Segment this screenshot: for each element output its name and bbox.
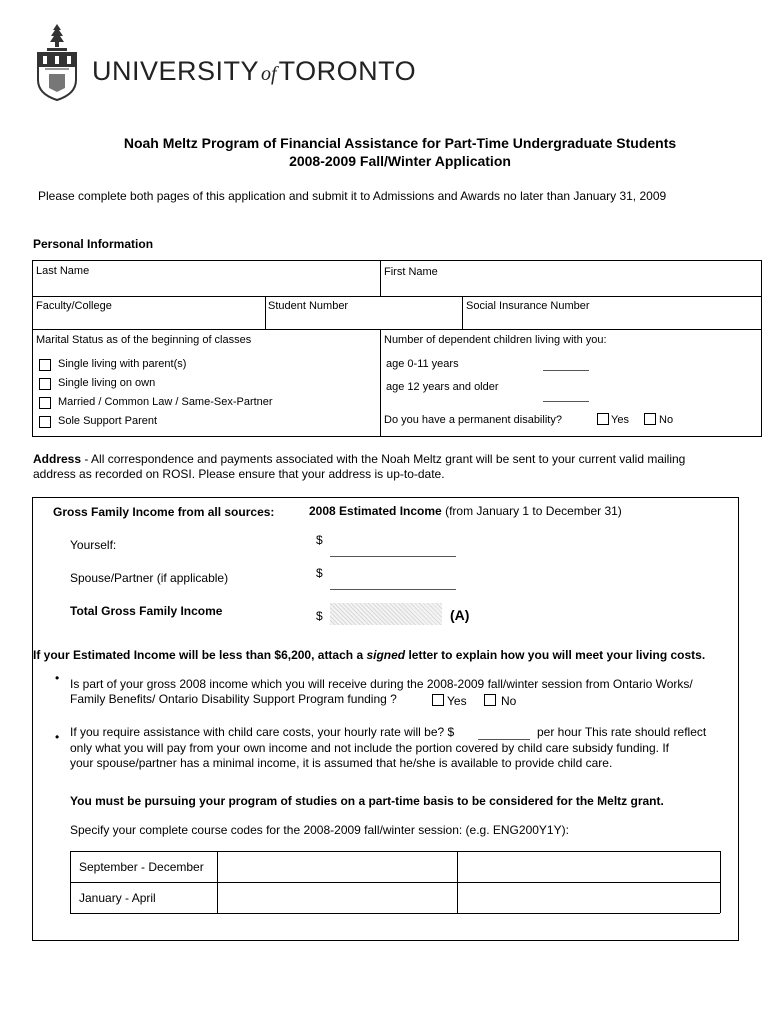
course-codes-instruction: Specify your complete course codes for the 2008-2009 fall/winter session: (e.g. ENG200Y1Y):	[70, 823, 569, 837]
logo-of: of	[261, 63, 277, 85]
ontario-works-question-1: Is part of your gross 2008 income which you will receive during the 2008-2009 fall/winter session from Ontario Works/	[70, 677, 693, 691]
income-heading: Gross Family Income from all sources:	[53, 505, 275, 519]
address-text-2: address as recorded on ROSI. Please ensure that your address is up-to-date.	[33, 467, 445, 481]
total-dollar: $	[316, 609, 323, 623]
last-name-label: Last Name	[36, 265, 90, 277]
childcare-line-1-post: per hour This rate should reflect	[537, 725, 707, 739]
low-income-warning	[33, 648, 705, 662]
fall-courses-field-2[interactable]	[462, 857, 715, 877]
winter-courses-field-2[interactable]	[462, 888, 715, 908]
spouse-dollar: $	[316, 566, 323, 580]
childcare-rate-field[interactable]	[478, 724, 530, 738]
estimate-range: (from January 1 to December 31)	[441, 504, 622, 518]
university-crest-icon	[33, 22, 81, 102]
bullet-dot-1: •	[55, 671, 60, 685]
logo-university: UNIVERSITY	[92, 56, 260, 86]
term-label-winter: January - April	[79, 891, 156, 905]
sin-label: Social Insurance Number	[466, 300, 590, 312]
yourself-label: Yourself:	[70, 538, 117, 552]
logo-toronto: TORONTO	[278, 56, 417, 86]
total-income-label: Total Gross Family Income	[70, 604, 223, 618]
disability-no-checkbox[interactable]	[644, 413, 656, 425]
sin-field[interactable]	[466, 313, 756, 327]
faculty-label: Faculty/College	[36, 300, 112, 312]
disability-yes-checkbox[interactable]	[597, 413, 609, 425]
instructions: Please complete both pages of this application and submit it to Admissions and Awards no later than January 31, 2009	[38, 189, 667, 203]
disability-label: Do you have a permanent disability?	[384, 414, 562, 426]
childcare-line-2: only what you will pay from your own income and not include the portion covered by child care subsidy funding. If	[70, 741, 669, 755]
part-time-requirement: You must be pursuing your program of studies on a part-time basis to be considered for the Meltz grant.	[70, 794, 664, 808]
marital-status-label: Marital Status as of the beginning of classes	[36, 334, 252, 346]
ontario-works-no-label: No	[501, 694, 517, 708]
total-marker-a: (A)	[450, 607, 470, 623]
warning-signed: signed	[366, 648, 406, 662]
estimate-label: 2008 Estimated Income	[309, 504, 442, 518]
yourself-dollar: $	[316, 533, 323, 547]
checkbox-single-on-own[interactable]	[39, 378, 51, 390]
age-12-field[interactable]	[543, 386, 589, 400]
winter-courses-field-1[interactable]	[222, 888, 452, 908]
address-label: Address	[33, 452, 82, 466]
childcare-line-3: your spouse/partner has a minimal income, it is assumed that he/she is available to provide child care.	[70, 756, 613, 770]
option-married: Married / Common Law / Same-Sex-Partner	[58, 396, 273, 408]
ontario-works-no-checkbox[interactable]	[484, 694, 496, 706]
form-title: Noah Meltz Program of Financial Assistance for Part-Time Undergraduate Students	[123, 135, 677, 151]
personal-info-heading: Personal Information	[33, 237, 154, 251]
warning-post: letter to explain how you will meet your living costs.	[405, 648, 706, 662]
option-single-on-own: Single living on own	[58, 377, 156, 389]
checkbox-sole-support-parent[interactable]	[39, 416, 51, 428]
spouse-income-field[interactable]	[330, 573, 456, 588]
student-number-label: Student Number	[268, 300, 349, 312]
first-name-label: First Name	[384, 266, 438, 278]
ontario-works-question-2: Family Benefits/ Ontario Disability Support Program funding ?	[70, 692, 397, 706]
student-number-field[interactable]	[268, 313, 458, 327]
first-name-field[interactable]	[384, 279, 756, 294]
fall-courses-field-1[interactable]	[222, 857, 452, 877]
university-logo	[92, 56, 416, 87]
disability-yes-label: Yes	[611, 414, 629, 426]
ontario-works-yes-label: Yes	[447, 694, 467, 708]
term-label-fall: September - December	[79, 860, 204, 874]
form-subtitle: 2008-2009 Fall/Winter Application	[289, 153, 511, 169]
bullet-dot-2: •	[55, 730, 60, 744]
yourself-income-field[interactable]	[330, 540, 456, 555]
total-income-field[interactable]	[330, 603, 442, 625]
address-text-1: - All correspondence and payments associated with the Noah Meltz grant will be sent to your current valid mailing	[81, 452, 686, 466]
warning-pre: If your Estimated Income will be less than $6,200, attach a	[33, 648, 367, 662]
childcare-line-1-pre: If you require assistance with child care costs, your hourly rate will be? $	[70, 725, 455, 739]
ontario-works-yes-checkbox[interactable]	[432, 694, 444, 706]
age-0-11-label: age 0-11 years	[386, 358, 459, 370]
age-12-label: age 12 years and older	[386, 381, 499, 393]
age-0-11-field[interactable]	[543, 355, 589, 369]
faculty-field[interactable]	[36, 313, 262, 327]
checkbox-single-with-parents[interactable]	[39, 359, 51, 371]
option-sole-support-parent: Sole Support Parent	[58, 415, 158, 427]
disability-no-label: No	[659, 414, 674, 426]
spouse-label: Spouse/Partner (if applicable)	[70, 571, 229, 585]
address-notice	[33, 452, 685, 466]
checkbox-married[interactable]	[39, 397, 51, 409]
dependents-label: Number of dependent children living with you:	[384, 334, 607, 346]
option-single-with-parents: Single living with parent(s)	[58, 358, 187, 370]
last-name-field[interactable]	[36, 279, 376, 294]
estimate-heading	[309, 504, 622, 518]
